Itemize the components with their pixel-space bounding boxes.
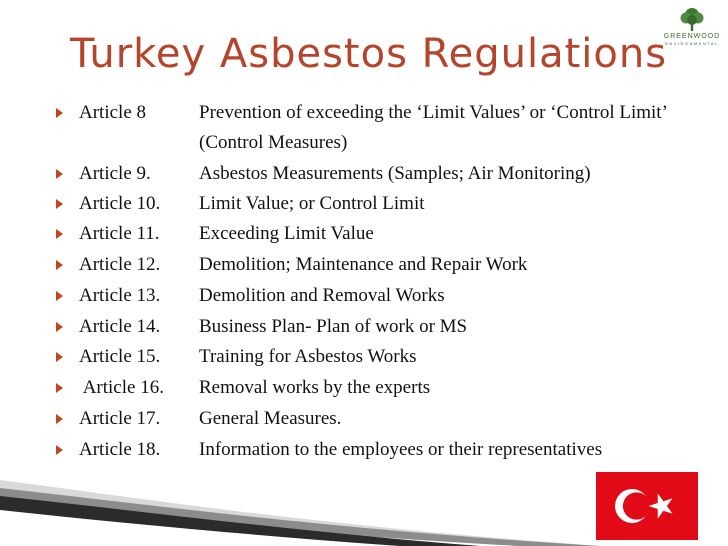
list-item	[0, 342, 728, 372]
bullet-arrow-icon	[56, 352, 63, 362]
slide-title: Turkey Asbestos Regulations	[70, 31, 668, 77]
list-item	[0, 404, 728, 434]
list-item	[0, 219, 728, 249]
article-number: Article 8	[79, 102, 147, 123]
article-number: Article 16.	[79, 377, 164, 398]
article-number: Article 14.	[79, 316, 161, 337]
article-number: Article 11.	[79, 223, 160, 244]
article-description: Limit Value; or Control Limit	[199, 193, 425, 214]
list-item	[0, 373, 728, 403]
logo-name: GREENWOOD	[663, 33, 721, 40]
bullet-arrow-icon	[56, 108, 63, 118]
bullet-arrow-icon	[56, 229, 63, 239]
article-number: Article 18.	[79, 439, 161, 460]
bullet-arrow-icon	[56, 414, 63, 424]
article-description: Asbestos Measurements (Samples; Air Monitoring)	[199, 163, 591, 184]
article-description: Demolition; Maintenance and Repair Work	[199, 254, 528, 275]
article-number: Article 13.	[79, 285, 161, 306]
list-item	[0, 189, 728, 219]
bullet-arrow-icon	[56, 199, 63, 209]
decorative-swoosh	[0, 440, 600, 546]
bullet-arrow-icon	[56, 383, 63, 393]
bullet-arrow-icon	[56, 169, 63, 179]
list-item	[0, 159, 728, 189]
bullet-arrow-icon	[56, 322, 63, 332]
list-item	[0, 312, 728, 342]
article-description: Removal works by the experts	[199, 377, 431, 398]
article-number: Article 15.	[79, 346, 161, 367]
article-description: Demolition and Removal Works	[199, 285, 445, 306]
article-description: General Measures.	[199, 408, 342, 429]
article-description: Prevention of exceeding the ‘Limit Values’ or ‘Control Limit’ (Control Measures)	[199, 102, 667, 153]
article-number: Article 12.	[79, 254, 161, 275]
article-description: Training for Asbestos Works	[199, 346, 417, 367]
logo-tagline: ENVIRONMENTAL	[665, 41, 719, 46]
article-number: Article 10.	[79, 193, 161, 214]
turkey-flag-icon	[596, 472, 698, 540]
article-description: Business Plan- Plan of work or MS	[199, 316, 468, 337]
article-description: Information to the employees or their representatives	[199, 439, 603, 460]
list-item	[0, 250, 728, 280]
article-number: Article 9.	[79, 163, 151, 184]
article-number: Article 17.	[79, 408, 161, 429]
list-item	[0, 98, 728, 153]
bullet-arrow-icon	[56, 260, 63, 270]
bullet-arrow-icon	[56, 291, 63, 301]
article-description: Exceeding Limit Value	[199, 223, 374, 244]
list-item	[0, 281, 728, 311]
